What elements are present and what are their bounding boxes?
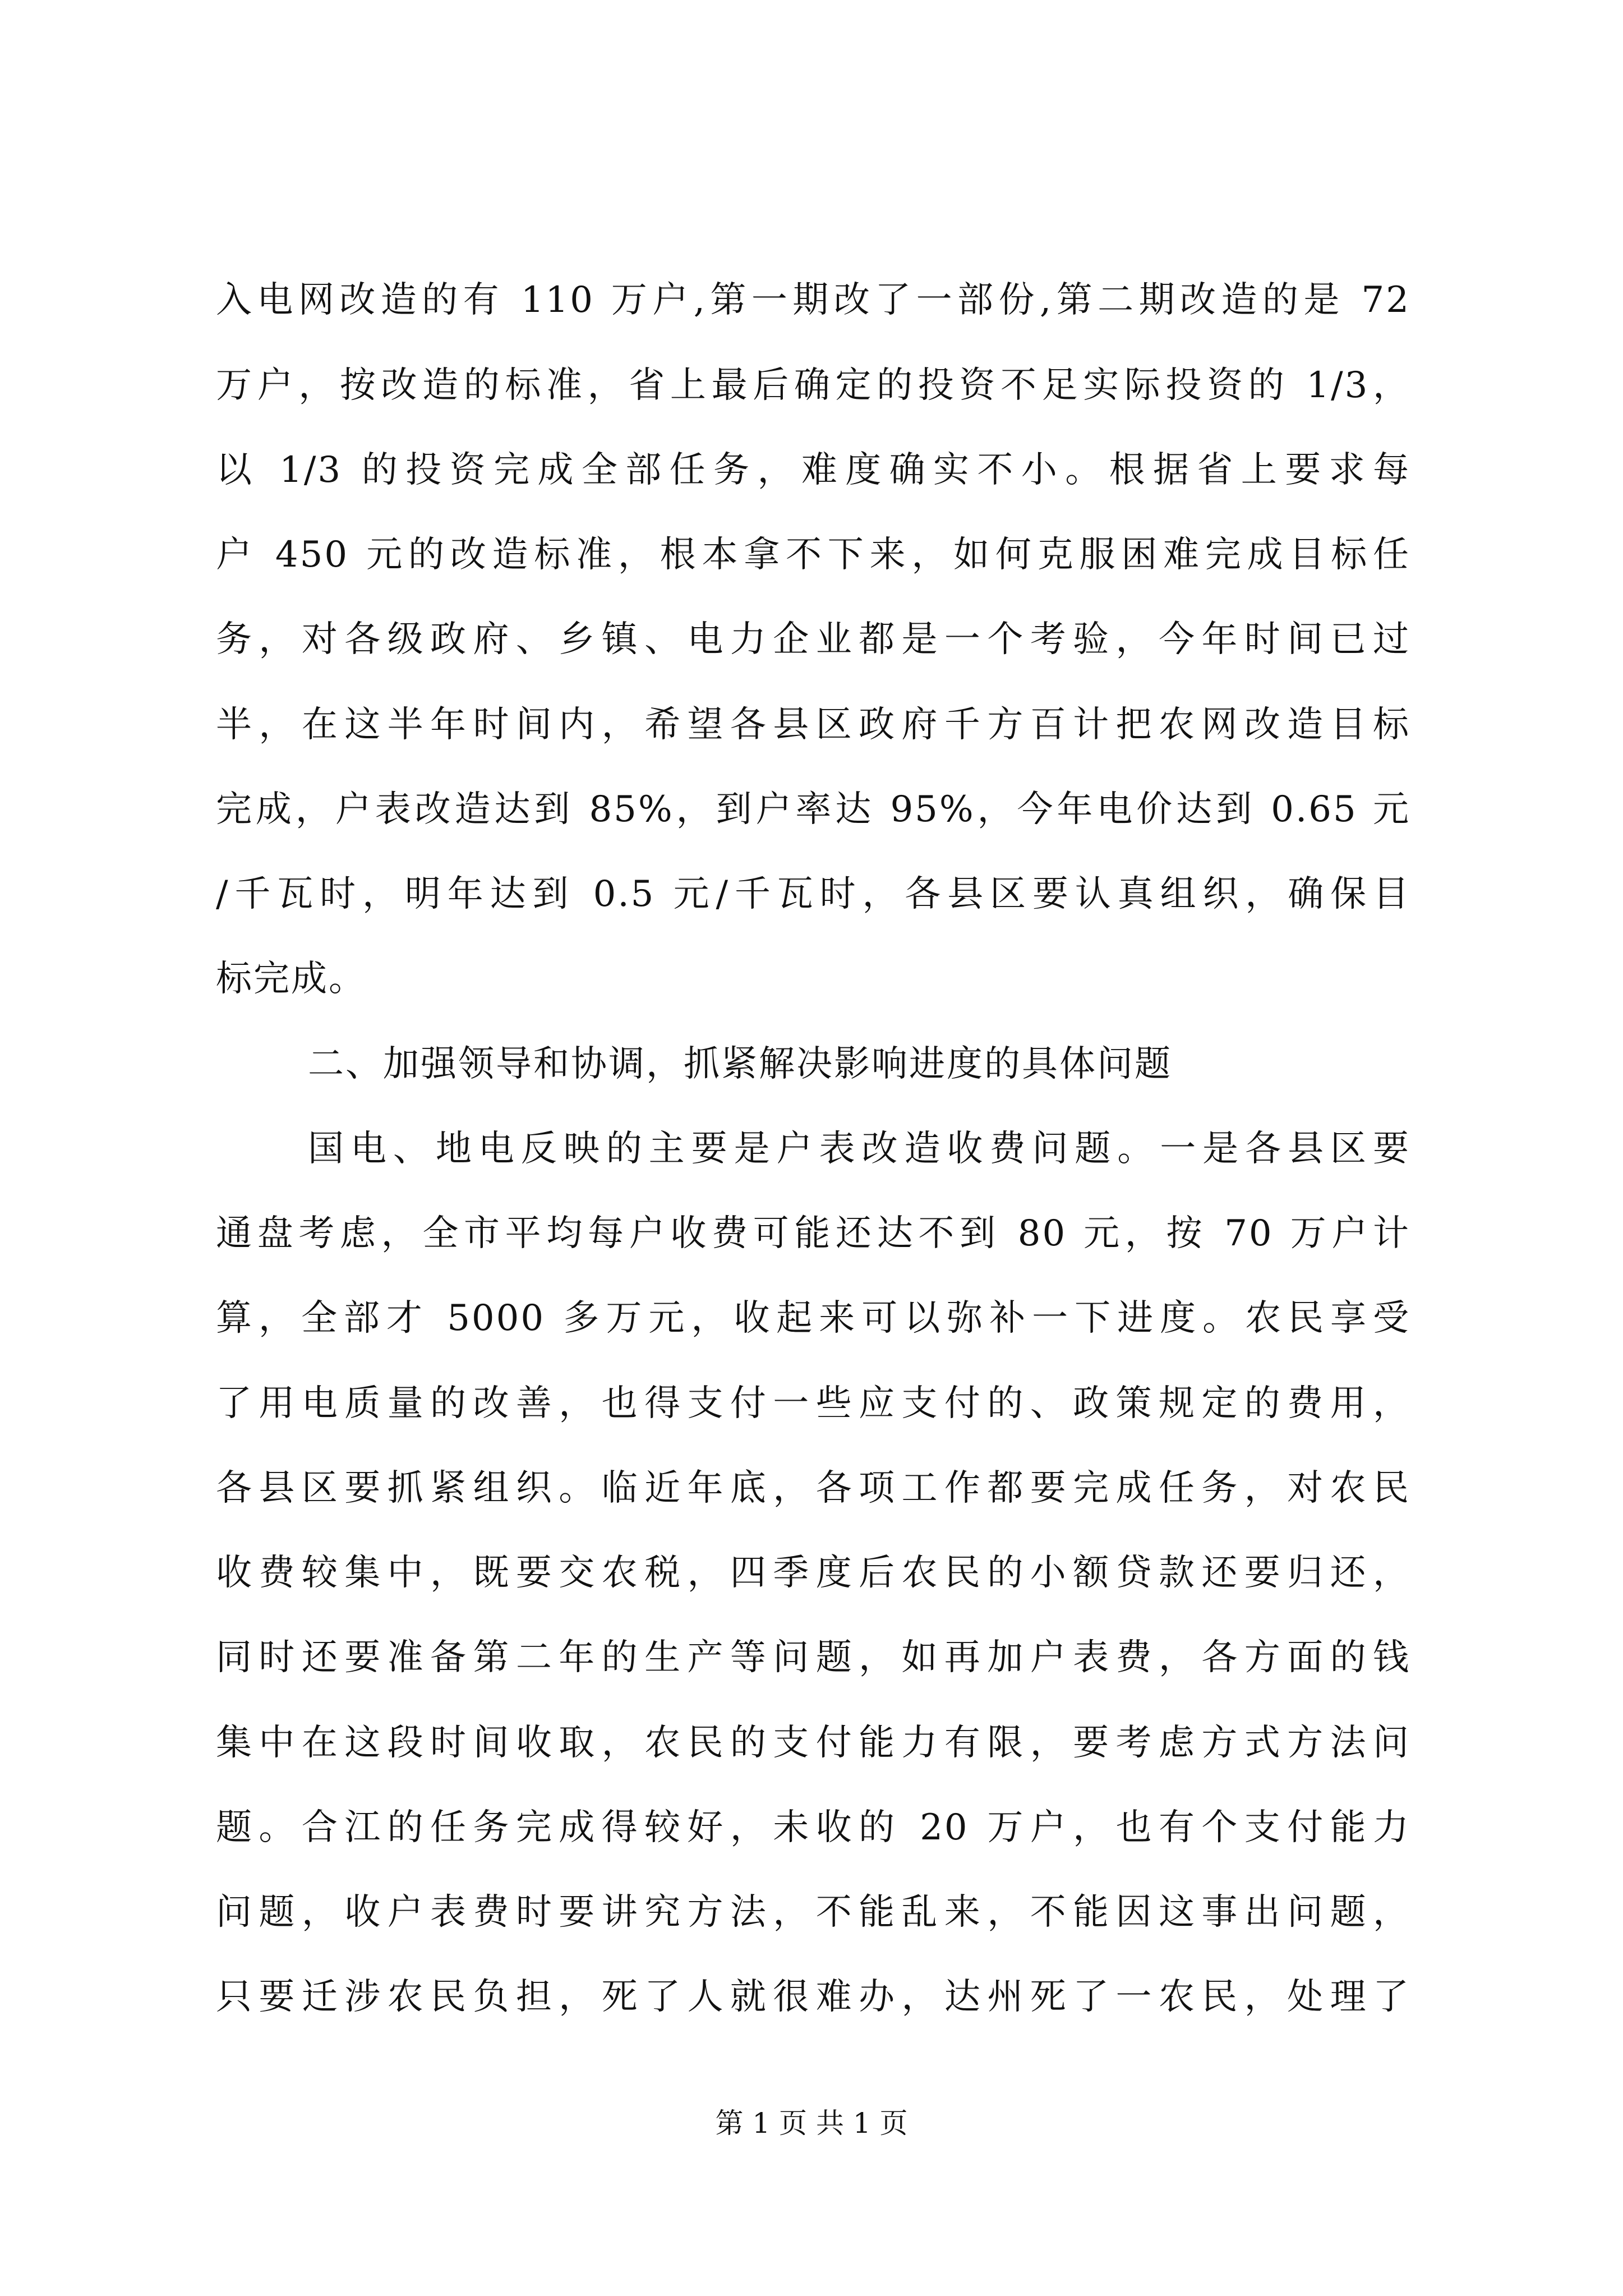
- text-line: 国电、地电反映的主要是户表改造收费问题。一是各县区要: [308, 1128, 1410, 1170]
- text-line: 收费较集中，既要交农税，四季度后农民的小额贷款还要归还，: [216, 1552, 1410, 1594]
- text-line: 以 1/3 的投资完成全部任务，难度确实不小。根据省上要求每: [216, 449, 1410, 491]
- text-line: /千瓦时，明年达到 0.5 元/千瓦时，各县区要认真组织，确保目: [216, 873, 1410, 915]
- text-line: 各县区要抓紧组织。临近年底，各项工作都要完成任务，对农民: [216, 1467, 1410, 1509]
- text-line: 入电网改造的有 110 万户,第一期改了一部份,第二期改造的是 72: [216, 279, 1410, 321]
- text-line: 户 450 元的改造标准，根本拿不下来，如何克服困难完成目标任: [216, 534, 1410, 576]
- text-line: 通盘考虑，全市平均每户收费可能还达不到 80 元，按 70 万户计: [216, 1213, 1410, 1254]
- text-line: 标完成。: [216, 958, 366, 1000]
- text-line: 算，全部才 5000 多万元，收起来可以弥补一下进度。农民享受: [216, 1297, 1410, 1339]
- text-line: 完成，户表改造达到 85%，到户率达 95%，今年电价达到 0.65 元: [216, 789, 1410, 830]
- page-footer: 第 1 页 共 1 页: [715, 2107, 908, 2139]
- text-line: 万户，按改造的标准，省上最后确定的投资不足实际投资的 1/3，: [216, 365, 1410, 406]
- text-line: 集中在这段时间收取，农民的支付能力有限，要考虑方式方法问: [216, 1722, 1410, 1764]
- text-line: 题。合江的任务完成得较好，未收的 20 万户，也有个支付能力: [216, 1807, 1410, 1848]
- section-heading: 二、加强领导和协调，抓紧解决影响进度的具体问题: [308, 1043, 1172, 1085]
- text-line: 半，在这半年时间内，希望各县区政府千方百计把农网改造目标: [216, 704, 1410, 746]
- text-line: 问题，收户表费时要讲究方法，不能乱来，不能因这事出问题，: [216, 1892, 1410, 1933]
- text-line: 只要迁涉农民负担，死了人就很难办，达州死了一农民，处理了: [216, 1976, 1410, 2018]
- text-line: 务，对各级政府、乡镇、电力企业都是一个考验，今年时间已过: [216, 619, 1410, 660]
- text-line: 了用电质量的改善，也得支付一些应支付的、政策规定的费用，: [216, 1383, 1410, 1424]
- text-line: 同时还要准备第二年的生产等问题，如再加户表费，各方面的钱: [216, 1637, 1410, 1678]
